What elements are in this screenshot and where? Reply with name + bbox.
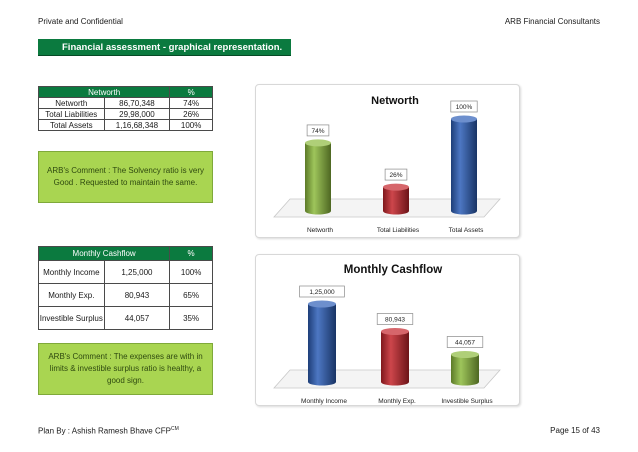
category-label: Networth (306, 227, 334, 234)
footer-superscript: CM (170, 426, 179, 432)
svg-text:1,25,000: 1,25,000 (309, 289, 335, 296)
table-cell: 65% (170, 284, 213, 307)
chart-title: Monthly Cashflow (343, 264, 443, 276)
table-cell: Monthly Income (39, 261, 105, 284)
table-header-cell: Monthly Cashflow (39, 247, 170, 261)
table-cell: Investible Surplus (39, 307, 105, 330)
header-right-text: ARB Financial Consultants (504, 17, 600, 26)
table-row (39, 261, 213, 284)
data-label (307, 125, 329, 136)
bar-monthly-exp (381, 328, 409, 386)
networth-comment: ARB's Comment : The Solvency ratio is very Good . Requested to maintain the same. (38, 151, 213, 203)
header-left-text: Private and Confidential (38, 17, 123, 26)
section-banner: Financial assessment - graphical representation. (38, 39, 291, 56)
table-header-row (39, 247, 213, 261)
cashflow-comment: ARB's Comment : The expenses are with in limits & investible surplus ratio is healthy, a good sign. (38, 343, 213, 395)
table-cell: 1,25,000 (104, 261, 170, 284)
svg-text:74%: 74% (311, 127, 325, 135)
data-label (385, 169, 407, 180)
table-header-cell: % (170, 247, 213, 261)
table-cell: 44,057 (104, 307, 170, 330)
table-cell: 100% (170, 261, 213, 284)
chart-title: Networth (371, 95, 419, 107)
networth-chart (255, 84, 520, 238)
table-cell: Monthly Exp. (39, 284, 105, 307)
bar-total-liabilities (383, 184, 409, 215)
svg-text:80,943: 80,943 (385, 316, 405, 324)
data-label (377, 313, 413, 324)
table-cell: 35% (170, 307, 213, 330)
table-cell: 29,98,000 (104, 109, 170, 120)
bar-total-assets (451, 116, 477, 215)
cashflow-chart (255, 254, 520, 406)
table-header-cell: Networth (39, 87, 170, 98)
table-cell: Total Assets (39, 120, 105, 131)
table-cell: Total Liabilities (39, 109, 105, 120)
category-label: Monthly Income (301, 398, 347, 405)
data-label (447, 337, 483, 348)
svg-text:26%: 26% (389, 172, 403, 180)
table-row (39, 109, 213, 120)
footer-author: Plan By : Ashish Ramesh Bhave CFP (38, 426, 171, 436)
table-header-row (39, 87, 213, 98)
bar-networth (305, 139, 331, 214)
footer-left-text (38, 426, 179, 436)
bar-monthly-income (308, 301, 336, 386)
footer-page-number: Page 15 of 43 (550, 426, 600, 435)
svg-text:44,057: 44,057 (455, 339, 475, 347)
table-cell: Networth (39, 98, 105, 109)
table-row (39, 120, 213, 131)
svg-text:100%: 100% (455, 104, 473, 111)
data-label (451, 101, 477, 112)
category-label: Total Assets (448, 227, 484, 234)
table-cell: 86,70,348 (104, 98, 170, 109)
table-cell: 1,16,68,348 (104, 120, 170, 131)
cashflow-chart-svg (256, 255, 521, 407)
table-cell: 26% (170, 109, 213, 120)
table-cell: 74% (170, 98, 213, 109)
table-row (39, 284, 213, 307)
category-label: Total Liabilities (376, 227, 420, 234)
table-row (39, 307, 213, 330)
category-label: Monthly Exp. (378, 398, 416, 405)
table-cell: 100% (170, 120, 213, 131)
networth-table (38, 86, 213, 131)
networth-chart-svg (256, 85, 521, 239)
table-row (39, 98, 213, 109)
data-label (300, 286, 345, 297)
table-header-cell: % (170, 87, 213, 98)
category-label: Investible Surplus (441, 398, 493, 405)
bar-investible-surplus (451, 351, 479, 385)
table-cell: 80,943 (104, 284, 170, 307)
cashflow-table (38, 246, 213, 330)
